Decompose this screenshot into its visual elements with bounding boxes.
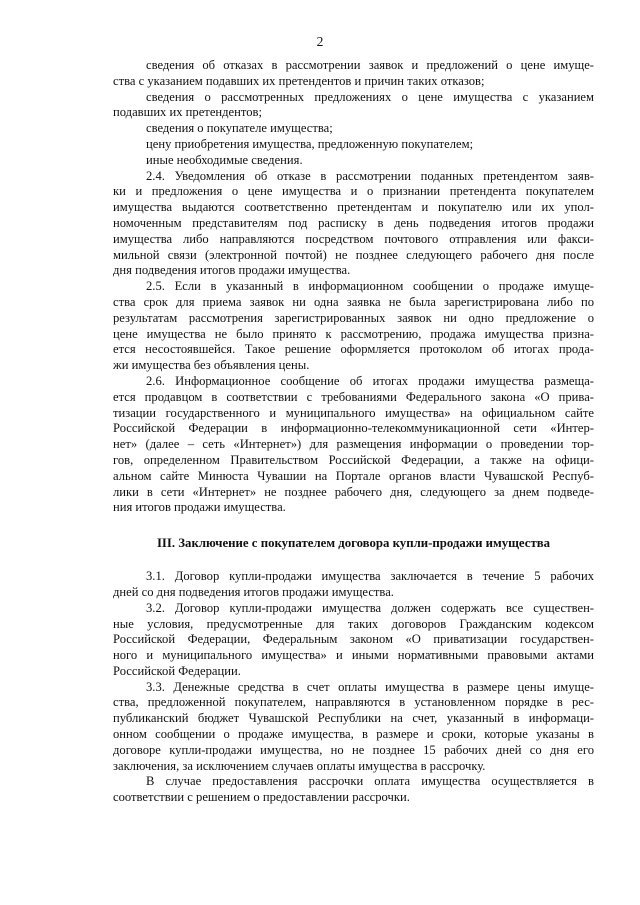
text-line: 2.5. Если в указанный в информационном сообщении о продаже имуще- xyxy=(146,279,594,294)
text-line: лики в сети «Интернет» не позднее рабочего дня, следующего за днем подведе- xyxy=(113,484,594,499)
section-heading: III. Заключение с покупателем договора купли-продажи имущества xyxy=(156,536,551,551)
document-body xyxy=(113,58,594,806)
text-line: ется продавцом в соответствии с требованиями Федерального закона «О прива- xyxy=(113,389,594,404)
text-line: альном сайте Минюста Чувашии на Портале органов власти Чувашской Респуб- xyxy=(113,468,594,483)
text-line: ния итогов продажи имущества. xyxy=(113,500,286,515)
text-line: подавших их претендентов; xyxy=(113,105,262,120)
text-line: В случае предоставления рассрочки оплата имущества осуществляется в xyxy=(146,774,594,789)
text-line: договоре купли-продажи имущества, но не позднее 15 рабочих дней со дня его xyxy=(113,742,594,757)
text-line: ства срок для приема заявок ни одна заявка не была зарегистрирована либо по xyxy=(113,294,594,309)
text-line: онном сообщении о продаже имущества, в размере и сроки, которые указаны в xyxy=(113,727,594,742)
text-line: 3.1. Договор купли-продажи имущества заключается в течение 5 рабочих xyxy=(146,569,594,584)
text-line: сведения о рассмотренных предложениях о цене имущества с указанием xyxy=(146,89,594,104)
text-line: сведения о покупателе имущества; xyxy=(146,121,333,136)
text-line: ные условия, предусмотренные для таких договоров Гражданским кодексом xyxy=(113,616,594,631)
page-number: 2 xyxy=(316,34,324,49)
text-line: ки и предложения о цене имущества и о признании претендента покупателем xyxy=(113,184,594,199)
text-line: цену приобретения имущества, предложенную покупателем; xyxy=(146,136,474,151)
text-line: соответствии с решением о предоставлении рассрочки. xyxy=(113,790,410,805)
text-line: сведения об отказах в рассмотрении заявок и предложений о цене имуще- xyxy=(146,58,594,72)
text-line: цене имущества не было принято к рассмотрению, продажа имущества призна- xyxy=(113,326,594,341)
text-line: имущества либо направляются посредством почтового отправления или факси- xyxy=(113,231,594,246)
text-line: мильной связи (электронной почтой) не позднее следующего рабочего дня после xyxy=(113,247,594,262)
text-line: тизации государственного и муниципального имущества» на официальном сайте xyxy=(113,405,594,420)
text-line: заключения, за исключением случаев оплаты имущества в рассрочку. xyxy=(113,758,486,773)
text-line: имущества выдаются соответственно претендентам и покупателю или их упол- xyxy=(113,200,594,215)
text-line: жи имущества без объявления цены. xyxy=(113,358,310,373)
text-line: иные необходимые сведения. xyxy=(146,152,303,167)
text-line: ется несостоявшейся. Такое решение оформляется протоколом об итогах прода- xyxy=(113,342,594,357)
text-line: ства с указанием подавших их претендентов и причин таких отказов; xyxy=(113,73,485,88)
text-line: Российской Федерации в информационно-телекоммуникационной сети «Интер- xyxy=(113,421,594,436)
text-line: Российской Федерации, Федеральным законом «О приватизации государствен- xyxy=(113,632,594,647)
text-line: гов, определенном Правительством Российской Федерации, а также на офици- xyxy=(113,452,594,467)
text-line: нет» (далее – сеть «Интернет») для размещения информации о проведении тор- xyxy=(113,437,594,452)
section-2-continued xyxy=(113,58,594,516)
text-line: дня подведения итогов продажи имущества. xyxy=(113,263,351,278)
text-line: ства, предложенной покупателем, направляются в установленном порядке в рес- xyxy=(113,695,594,710)
text-line: Российской Федерации. xyxy=(113,663,241,678)
text-line: результатам рассмотрения зарегистрированных заявок ни одно предложение о xyxy=(113,310,594,325)
text-line: дней со дня подведения итогов продажи имущества. xyxy=(113,584,394,599)
text-line: ного и муниципального имущества» и иными нормативными правовыми актами xyxy=(113,648,594,663)
text-line: 3.3. Денежные средства в счет оплаты имущества в размере цены имуще- xyxy=(146,679,594,694)
text-line: 2.4. Уведомления об отказе в рассмотрении поданных претендентом заяв- xyxy=(146,168,594,183)
text-line: 3.2. Договор купли-продажи имущества должен содержать все существен- xyxy=(146,600,594,615)
text-line: публиканский бюджет Чувашской Республики на счет, указанный в информаци- xyxy=(113,711,594,726)
text-line: номоченным представителям под расписку в день подведения итогов продажи xyxy=(113,215,594,230)
text-line: 2.6. Информационное сообщение об итогах продажи имущества размеща- xyxy=(146,373,594,388)
section-3-body xyxy=(113,569,594,806)
